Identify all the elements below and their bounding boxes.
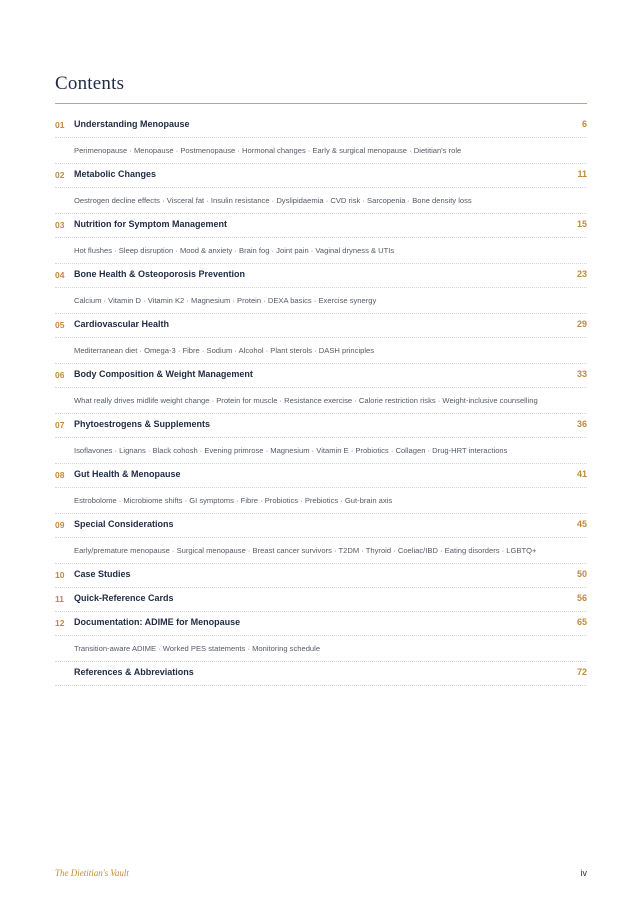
toc-entry-heading[interactable] [55, 588, 587, 612]
page-number: iv [580, 868, 587, 878]
toc-entry[interactable] [55, 214, 587, 264]
chapter-page-number[interactable]: 65 [576, 617, 587, 627]
toc-entry-heading[interactable] [55, 364, 587, 388]
contents-page [55, 0, 587, 909]
chapter-page-number[interactable]: 6 [581, 119, 587, 129]
chapter-number: 06 [55, 370, 65, 380]
chapter-page-number[interactable]: 72 [576, 667, 587, 677]
toc-entry-heading[interactable] [55, 514, 587, 538]
chapter-topics: Isoflavones · Lignans · Black cohosh · Evening primrose · Magnesium · Vitamin E · Probiotics · Collagen · Drug-HRT interactions [55, 438, 587, 464]
toc-entry[interactable] [55, 164, 587, 214]
table-of-contents [55, 114, 587, 686]
chapter-title-link[interactable]: Phytoestrogens & Supplements [74, 419, 211, 429]
chapter-topics: Calcium · Vitamin D · Vitamin K2 · Magnesium · Protein · DEXA basics · Exercise synergy [55, 288, 587, 314]
chapter-page-number[interactable]: 36 [576, 419, 587, 429]
chapter-title-link[interactable]: Gut Health & Menopause [74, 469, 181, 479]
chapter-number: 03 [55, 220, 65, 230]
toc-entry[interactable] [55, 464, 587, 514]
chapter-page-number[interactable]: 11 [577, 169, 587, 179]
chapter-title-link[interactable]: Cardiovascular Health [74, 319, 170, 329]
chapter-number: 12 [55, 618, 65, 628]
chapter-topics: What really drives midlife weight change · Protein for muscle · Resistance exercise · Calorie restriction risks · Weight-inclusive counselling [55, 388, 587, 414]
toc-entry[interactable] [55, 514, 587, 564]
toc-entry[interactable] [55, 264, 587, 314]
title-divider [55, 103, 587, 104]
toc-entry[interactable] [55, 364, 587, 414]
chapter-title-link[interactable]: Documentation: ADIME for Menopause [74, 617, 241, 627]
chapter-number: 10 [55, 570, 65, 580]
toc-entry[interactable] [55, 588, 587, 612]
toc-entry-heading[interactable] [55, 214, 587, 238]
toc-entry[interactable] [55, 314, 587, 364]
chapter-page-number[interactable]: 41 [576, 469, 587, 479]
page-footer [55, 868, 587, 882]
chapter-page-number[interactable]: 45 [576, 519, 587, 529]
toc-entry[interactable] [55, 114, 587, 164]
chapter-page-number[interactable]: 50 [576, 569, 587, 579]
chapter-number: 04 [55, 270, 65, 280]
chapter-page-number[interactable]: 29 [576, 319, 587, 329]
chapter-number: 07 [55, 420, 65, 430]
chapter-number: 01 [55, 120, 65, 130]
page-title: Contents [55, 73, 125, 94]
chapter-title-link[interactable]: Case Studies [74, 569, 131, 579]
footer-brand: The Dietitian's Vault [55, 868, 129, 878]
chapter-topics: Perimenopause · Menopause · Postmenopause · Hormonal changes · Early & surgical menopause · Dietitian's role [55, 138, 587, 164]
toc-entry[interactable] [55, 612, 587, 662]
toc-entry-heading[interactable] [55, 114, 587, 138]
toc-entry-heading[interactable] [55, 464, 587, 488]
chapter-number: 02 [55, 170, 65, 180]
chapter-title-link[interactable]: Nutrition for Symptom Management [74, 219, 228, 229]
toc-entry[interactable] [55, 662, 587, 686]
toc-entry-heading[interactable] [55, 414, 587, 438]
chapter-topics: Transition-aware ADIME · Worked PES statements · Monitoring schedule [55, 636, 587, 662]
chapter-title-link[interactable]: References & Abbreviations [74, 667, 194, 677]
chapter-number: 08 [55, 470, 65, 480]
toc-entry[interactable] [55, 414, 587, 464]
chapter-number: 11 [55, 594, 64, 604]
chapter-number: 05 [55, 320, 65, 330]
toc-entry-heading[interactable] [55, 164, 587, 188]
toc-entry-heading[interactable] [55, 264, 587, 288]
chapter-topics: Estrobolome · Microbiome shifts · GI symptoms · Fibre · Probiotics · Prebiotics · Gut-brain axis [55, 488, 587, 514]
toc-entry-heading[interactable] [55, 662, 587, 686]
chapter-page-number[interactable]: 23 [576, 269, 587, 279]
chapter-title-link[interactable]: Metabolic Changes [74, 169, 157, 179]
chapter-title-link[interactable]: Bone Health & Osteoporosis Prevention [74, 269, 246, 279]
toc-entry-heading[interactable] [55, 564, 587, 588]
chapter-title-link[interactable]: Special Considerations [74, 519, 174, 529]
toc-entry-heading[interactable] [55, 314, 587, 338]
chapter-title-link[interactable]: Understanding Menopause [74, 119, 190, 129]
chapter-page-number[interactable]: 56 [576, 593, 587, 603]
chapter-topics: Early/premature menopause · Surgical menopause · Breast cancer survivors · T2DM · Thyroid · Coeliac/IBD · Eating disorders · LGBTQ+ [55, 538, 587, 564]
chapter-page-number[interactable]: 33 [576, 369, 587, 379]
chapter-topics: Mediterranean diet · Omega-3 · Fibre · Sodium · Alcohol · Plant sterols · DASH principles [55, 338, 587, 364]
toc-entry[interactable] [55, 564, 587, 588]
chapter-title-link[interactable]: Body Composition & Weight Management [74, 369, 253, 379]
chapter-number: 09 [55, 520, 65, 530]
chapter-topics: Oestrogen decline effects · Visceral fat · Insulin resistance · Dyslipidaemia · CVD risk · Sarcopenia · Bone density loss [55, 188, 587, 214]
chapter-topics: Hot flushes · Sleep disruption · Mood & anxiety · Brain fog · Joint pain · Vaginal dryness & UTIs [55, 238, 587, 264]
chapter-title-link[interactable]: Quick-Reference Cards [74, 593, 174, 603]
toc-entry-heading[interactable] [55, 612, 587, 636]
chapter-page-number[interactable]: 15 [576, 219, 587, 229]
